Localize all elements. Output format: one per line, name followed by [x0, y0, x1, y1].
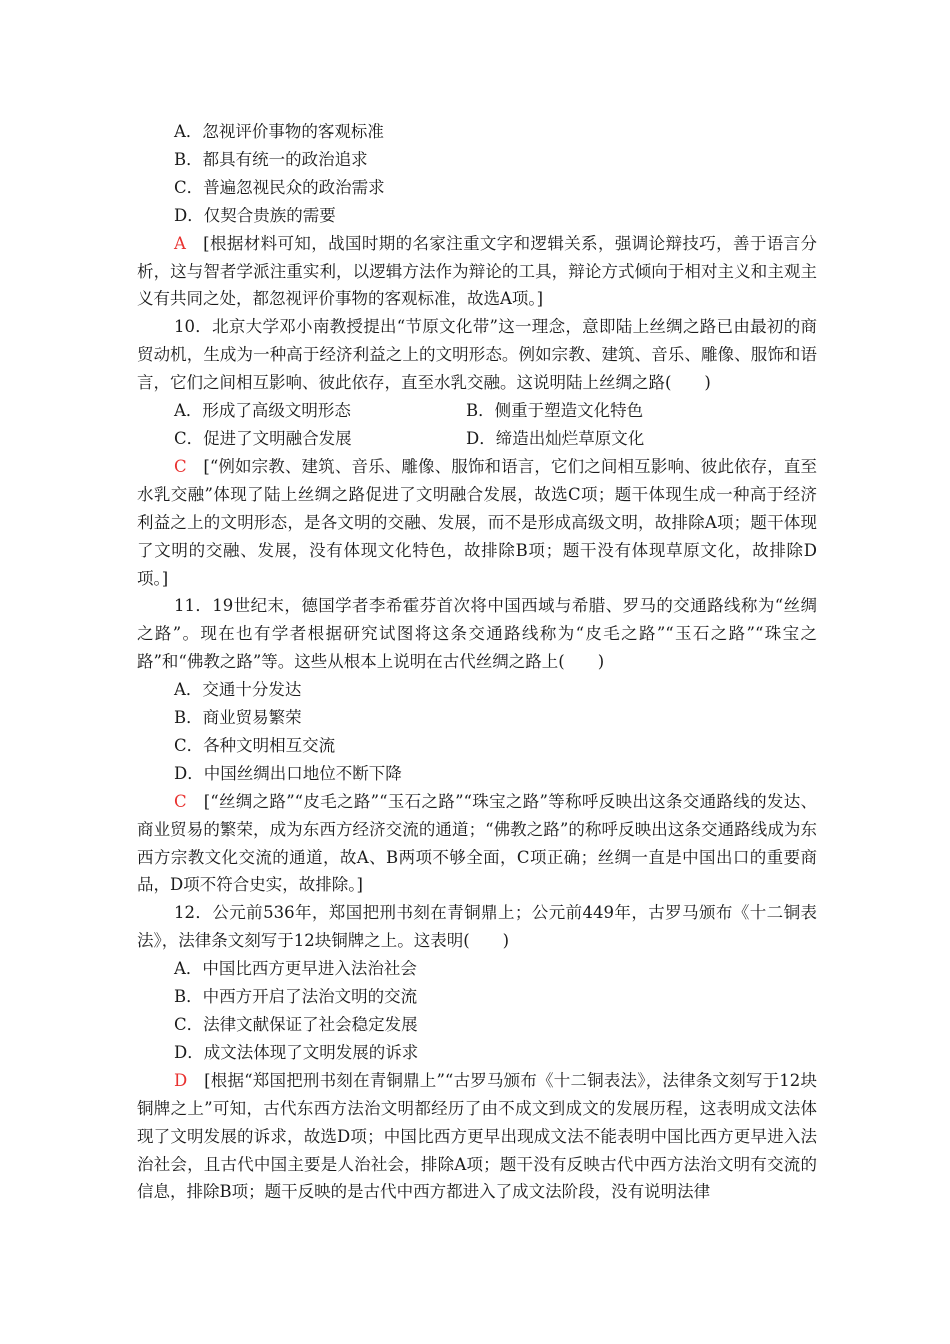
q12-option-a: A．中国比西方更早进入法治社会 — [174, 959, 417, 979]
q11-answer-explanation — [137, 788, 817, 900]
q9-option-c: C．普遍忽视民众的政治需求 — [174, 177, 385, 197]
q10-option-b: B．侧重于塑造文化特色 — [466, 401, 644, 421]
q11-option-c: C．各种文明相互交流 — [174, 735, 336, 755]
q10-option-d: D．缔造出灿烂草原文化 — [466, 428, 645, 448]
q10-option-a: A．形成了高级文明形态 — [174, 401, 351, 421]
q10-explanation: [“例如宗教、建筑、音乐、雕像、服饰和语言，它们之间相互影响、彼此依存，直至水乳交融”体现了陆上丝绸之路促进了文明融合发展，故选C项；题干体现生成一种高于经济利益之上的文明形态，是各文明的交融、发展，而不是形成高级文明，故排除A项；题干体现了文明的交融、发展，没有体现文化特色，故排除B项；题干没有体现草原文化，故排除D项。] — [137, 456, 817, 588]
q9-option-a: A．忽视评价事物的客观标准 — [174, 122, 384, 141]
q11-stem: 11．19世纪末，德国学者李希霍芬首次将中国西域与希腊、罗马的交通路线称为“丝绸之路”。现在也有学者根据研究试图将这条交通路线称为“皮毛之路”“玉石之路”“珠宝之路”和“佛教之路”等。这些从根本上说明在古代丝绸之路上( ) — [137, 596, 817, 672]
q9-answer: A — [174, 233, 186, 253]
q9-option-b: B．都具有统一的政治追求 — [174, 149, 368, 169]
q10-options-row-2 — [137, 425, 817, 453]
q11-option-a: A．交通十分发达 — [174, 680, 302, 700]
q12-option-d: D．成文法体现了文明发展的诉求 — [174, 1042, 419, 1062]
q12-explanation: [根据“郑国把刑书刻在青铜鼎上”“古罗马颁布《十二铜表法》，法律条文刻写于12块铜牌之上”可知，古代东西方法治文明都经历了由不成文到成文的发展历程，这表明成文法体现了文明发展的诉求，故选D项；中国比西方更早出现成文法不能表明中国比西方更早进入法治社会，且古代中国主要是人治社会，排除A项；题干没有反映古代中西方法治文明有交流的信息，排除B项；题干反映的是古代中西方都进入了成文法阶段，没有说明法律 — [137, 1070, 817, 1202]
q12-option-c: C．法律文献保证了社会稳定发展 — [174, 1015, 418, 1034]
q9-option-d: D．仅契合贵族的需要 — [174, 205, 336, 225]
q11-answer: C — [174, 791, 187, 811]
q12-answer-explanation — [137, 1067, 817, 1207]
q10-options-row-1 — [137, 397, 817, 425]
q11-option-d: D．中国丝绸出口地位不断下降 — [174, 763, 402, 783]
q10-answer-explanation — [137, 453, 817, 593]
q11-explanation: [“丝绸之路”“皮毛之路”“玉石之路”“珠宝之路”等称呼反映出这条交通路线的发达、商业贸易的繁荣，成为东西方经济交流的通道；“佛教之路”的称呼反映出这条交通路线成为东西方宗教文化交流的通道，故A、B两项不够全面，C项正确；丝绸一直是中国出口的重要商品，D项不符合史实，故排除。] — [137, 791, 818, 895]
document-content — [137, 118, 817, 1206]
q9-answer-explanation — [137, 230, 817, 314]
q10-option-c: C．促进了文明融合发展 — [174, 428, 352, 448]
q10-answer: C — [174, 456, 187, 476]
q9-explanation: [根据材料可知，战国时期的名家注重文字和逻辑关系，强调论辩技巧，善于语言分析，这与智者学派注重实利，以逻辑方法作为辩论的工具，辩论方式倾向于相对主义和主观主义有共同之处，都忽视评价事物的客观标准，故选A项。] — [137, 233, 818, 309]
q11-option-b: B．商业贸易繁荣 — [174, 708, 302, 728]
q12-option-b: B．中西方开启了法治文明的交流 — [174, 987, 418, 1007]
q12-answer: D — [174, 1070, 188, 1090]
q10-stem: 10．北京大学邓小南教授提出“节原文化带”这一理念，意即陆上丝绸之路已由最初的商贸动机，生成为一种高于经济利益之上的文明形态。例如宗教、建筑、音乐、雕像、服饰和语言，它们之间相互影响、彼此依存，直至水乳交融。这说明陆上丝绸之路( ) — [137, 317, 817, 393]
q12-stem: 12．公元前536年，郑国把刑书刻在青铜鼎上；公元前449年，古罗马颁布《十二铜表法》，法律条文刻写于12块铜牌之上。这表明( ) — [137, 903, 817, 951]
